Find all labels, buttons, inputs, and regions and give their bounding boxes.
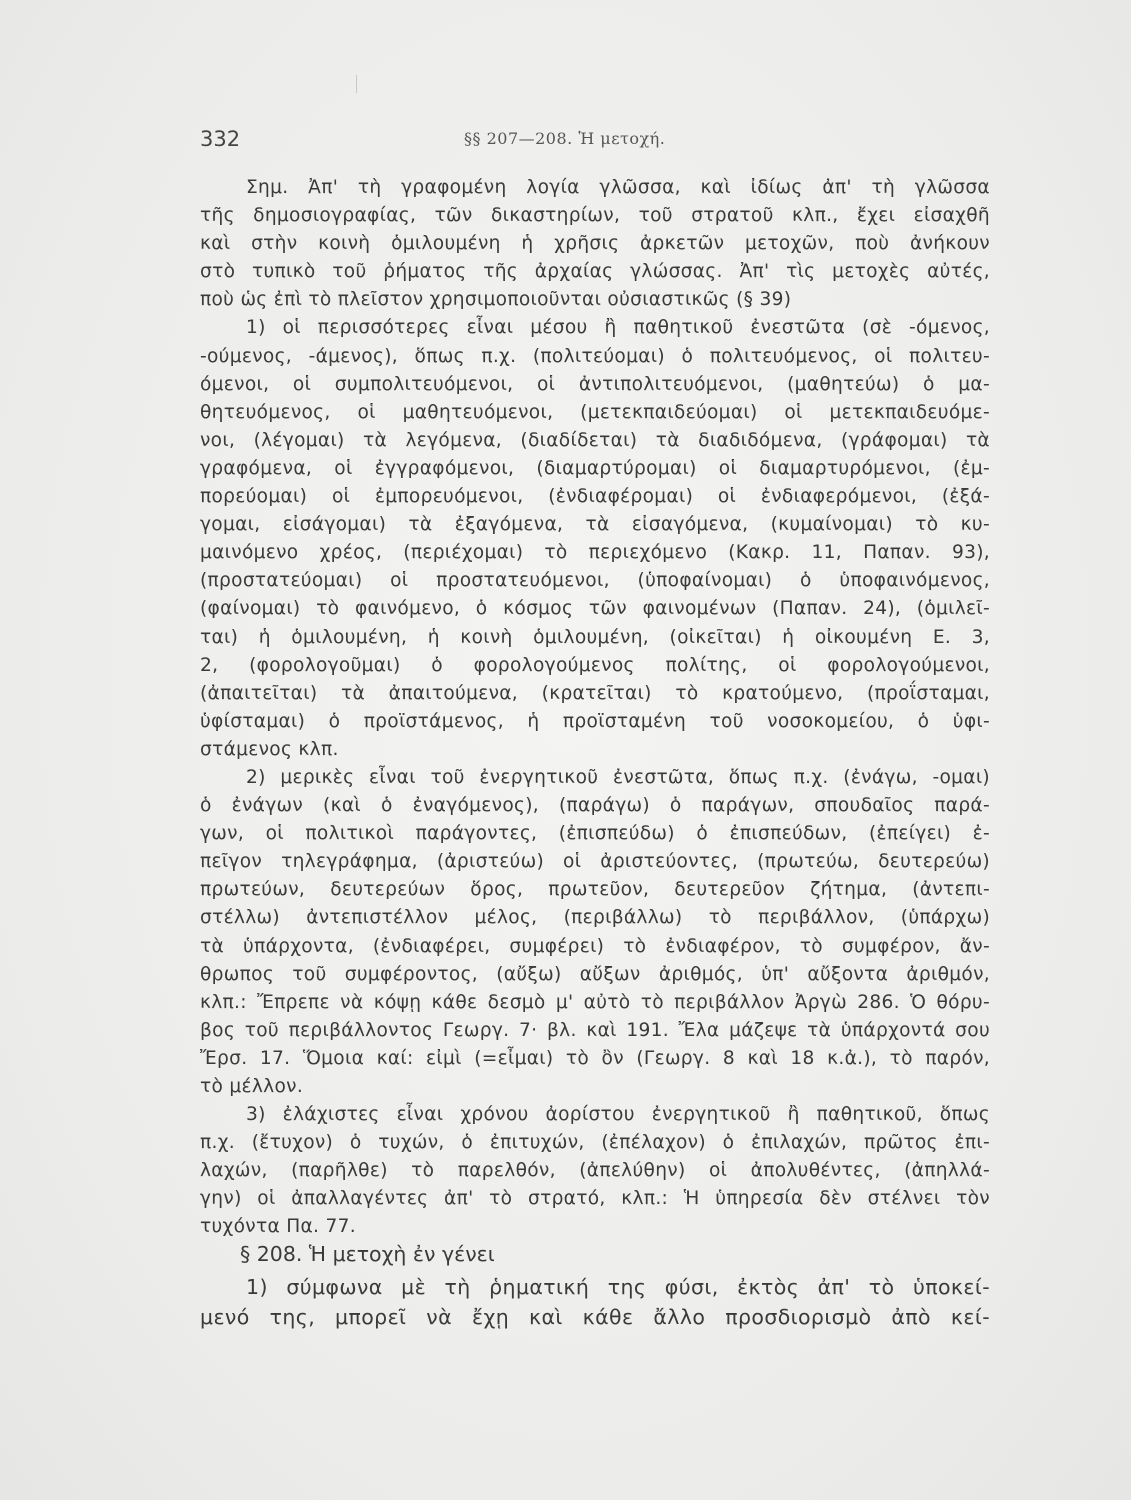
text-line: μαινόμενο χρέος, (περιέχομαι) τὸ περιεχόμενο (Κακρ. 11, Παπαν. 93),	[200, 542, 990, 564]
text-line: τὰ ὑπάρχοντα, (ἐνδιαφέρει, συμφέρει) τὸ ἐνδιαφέρον, τὸ συμφέρον, ἄν-	[200, 935, 990, 957]
text-line: 1) οἱ περισσότερες εἶναι μέσου ἢ παθητικοῦ ἐνεστῶτα (σὲ -όμενος,	[246, 317, 990, 339]
scan-mark	[356, 75, 357, 93]
text-line: τὸ μέλλον.	[200, 1076, 304, 1097]
text-line: ὁ ἐνάγων (καὶ ὁ ἐναγόμενος), (παράγω) ὁ παράγων, σπουδαῖος παρά-	[200, 795, 990, 817]
text-line: όμενοι, οἱ συμπολιτευόμενοι, οἱ ἀντιπολιτευόμενοι, (μαθητεύω) ὁ μα-	[200, 373, 990, 395]
text-line: στάμενος κλπ.	[200, 738, 339, 760]
text-line: πρωτεύων, δευτερεύων ὅρος, πρωτεῦον, δευτερεῦον ζήτημα, (ἀντεπι-	[200, 879, 990, 901]
text-line: γομαι, εἰσάγομαι) τὰ ἐξαγόμενα, τὰ εἰσαγόμενα, (κυμαίνομαι) τὸ κυ-	[200, 514, 990, 536]
text-line: στέλλω) ἀντεπιστέλλον μέλος, (περιβάλλω) τὸ περιβάλλον, (ὑπάρχω)	[200, 907, 990, 929]
text-line: 1) σύμφωνα μὲ τὴ ῥηματική της φύσι, ἐκτὸς ἀπ' τὸ ὑποκεί-	[246, 1275, 990, 1299]
text-line: πεῖγον τηλεγράφημα, (ἀριστεύω) οἱ ἀριστεύοντες, (πρωτεύω, δευτερεύω)	[200, 851, 990, 873]
text-line: στὸ τυπικὸ τοῦ ῥήματος τῆς ἀρχαίας γλώσσας. Ἀπ' τὶς μετοχὲς αὐτές,	[200, 261, 990, 283]
page-number: 332	[200, 127, 241, 151]
text-line: Ἔρσ. 17. Ὅμοια καί: εἰμὶ (=εἶμαι) τὸ ὂν (Γεωργ. 8 καὶ 18 κ.ἀ.), τὸ παρόν,	[200, 1047, 990, 1069]
text-line: νοι, (λέγομαι) τὰ λεγόμενα, (διαδίδεται) τὰ διαδιδόμενα, (γράφομαι) τὰ	[200, 429, 990, 451]
text-line: γην) οἱ ἀπαλλαγέντες ἀπ' τὸ στρατό, κλπ.: Ἡ ὑπηρεσία δὲν στέλνει τὸν	[200, 1188, 990, 1210]
text-line: γραφόμενα, οἱ ἐγγραφόμενοι, (διαμαρτύρομαι) οἱ διαμαρτυρόμενοι, (ἐμ-	[200, 457, 990, 479]
text-line: 3) ἐλάχιστες εἶναι χρόνου ἀορίστου ἐνεργητικοῦ ἢ παθητικοῦ, ὅπως	[246, 1104, 990, 1126]
text-line: πορεύομαι) οἱ ἐμπορευόμενοι, (ἐνδιαφέρομαι) οἱ ἐνδιαφερόμενοι, (ἐξά-	[200, 486, 990, 508]
text-line: τυχόντα Πα. 77.	[200, 1216, 356, 1238]
text-line: π.χ. (ἔτυχον) ὁ τυχών, ὁ ἐπιτυχών, (ἐπέλαχον) ὁ ἐπιλαχών, πρῶτος ἐπι-	[200, 1132, 990, 1154]
running-title: §§ 207—208. Ἡ μετοχή.	[464, 129, 666, 148]
text-line: βος τοῦ περιβάλλοντος Γεωργ. 7· βλ. καὶ 191. Ἔλα μάζεψε τὰ ὑπάρχοντά σου	[200, 1019, 990, 1041]
text-line: καὶ στὴν κοινὴ ὁμιλουμένη ἡ χρῆσις ἀρκετῶν μετοχῶν, ποὺ ἀνήκουν	[200, 233, 990, 255]
text-line: ὑφίσταμαι) ὁ προϊστάμενος, ἡ προϊσταμένη τοῦ νοσοκομείου, ὁ ὑφι-	[200, 710, 990, 732]
text-line: τῆς δημοσιογραφίας, τῶν δικαστηρίων, τοῦ στρατοῦ κλπ., ἔχει εἰσαχθῆ	[200, 205, 990, 227]
text-line: (φαίνομαι) τὸ φαινόμενο, ὁ κόσμος τῶν φαινομένων (Παπαν. 24), (ὁμιλεῖ-	[200, 598, 990, 620]
text-line: θρωπος τοῦ συμφέροντος, (αὔξω) αὔξων ἀριθμός, ὑπ' αὔξοντα ἀριθμόν,	[200, 963, 990, 985]
text-line: (προστατεύομαι) οἱ προστατευόμενοι, (ὑποφαίνομαι) ὁ ὑποφαινόμενος,	[200, 570, 990, 592]
running-head	[200, 127, 990, 157]
text-line: θητευόμενος, οἱ μαθητευόμενοι, (μετεκπαιδεύομαι) οἱ μετεκπαιδευόμε-	[200, 401, 990, 423]
section-208	[200, 1236, 990, 1332]
text-line: γων, οἱ πολιτικοὶ παράγοντες, (ἐπισπεύδω) ὁ ἐπισπεύδων, (ἐπείγει) ἐ-	[200, 823, 990, 845]
text-line: μενό της, μπορεῖ νὰ ἔχῃ καὶ κάθε ἄλλο προσδιορισμὸ ἀπὸ κεί-	[200, 1305, 990, 1329]
text-line: 2) μερικὲς εἶναι τοῦ ἐνεργητικοῦ ἐνεστῶτα, ὅπως π.χ. (ἐνάγω, -ομαι)	[246, 766, 990, 788]
text-line: (ἀπαιτεῖται) τὰ ἀπαιτούμενα, (κρατεῖται) τὸ κρατούμενο, (προΐσταμαι,	[200, 682, 990, 704]
text-line: ται) ἡ ὁμιλουμένη, ἡ κοινὴ ὁμιλουμένη, (οἰκεῖται) ἡ οἰκουμένη Ε. 3,	[200, 626, 990, 648]
body-text	[200, 174, 990, 1242]
text-line: κλπ.: Ἔπρεπε νὰ κόψῃ κάθε δεσμὸ μ' αὐτὸ τὸ περιβάλλον Ἀργὼ 286. Ὁ θόρυ-	[200, 991, 990, 1013]
text-line: ποὺ ὡς ἐπὶ τὸ πλεῖστον χρησιμοποιοῦνται οὐσιαστικῶς (§ 39)	[200, 289, 792, 311]
text-line: Σημ. Ἀπ' τὴ γραφομένη λογία γλῶσσα, καὶ ἰδίως ἀπ' τὴ γλῶσσα	[246, 177, 990, 198]
text-line: 2, (φορολογοῦμαι) ὁ φορολογούμενος πολίτης, οἱ φορολογούμενοι,	[200, 654, 990, 676]
text-line: -ούμενος, -άμενος), ὅπως π.χ. (πολιτεύομαι) ὁ πολιτευόμενος, οἱ πολιτευ-	[200, 345, 990, 367]
text-line: λαχών, (παρῆλθε) τὸ παρελθόν, (ἀπελύθην) οἱ ἀπολυθέντες, (ἀπηλλά-	[200, 1160, 990, 1182]
section-heading: § 208. Ἡ μετοχὴ ἐν γένει	[240, 1242, 495, 1266]
